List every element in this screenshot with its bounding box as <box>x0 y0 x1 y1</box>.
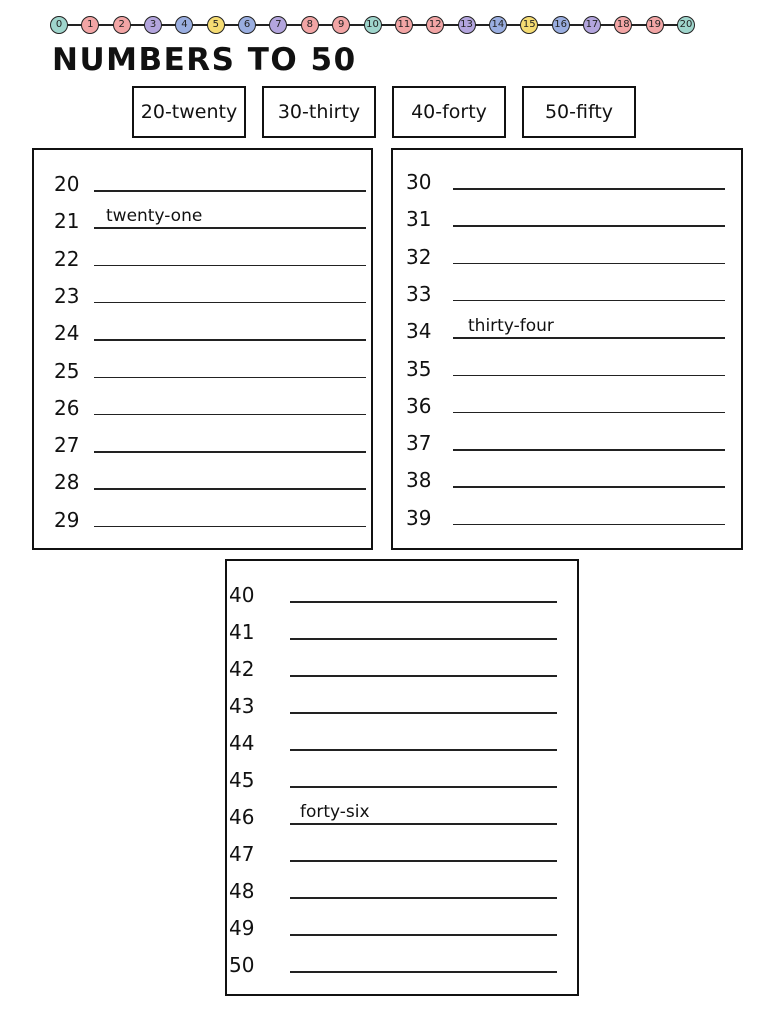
row-number: 27 <box>54 433 80 458</box>
written-answer: thirty-four <box>468 316 554 337</box>
row-number: 48 <box>229 879 255 903</box>
written-answer: twenty-one <box>106 206 203 227</box>
answer-line[interactable] <box>94 265 366 267</box>
row-number: 35 <box>406 356 432 381</box>
answer-line[interactable] <box>453 300 725 302</box>
answer-line[interactable] <box>290 638 557 640</box>
row-number: 25 <box>54 358 80 383</box>
row-number: 46 <box>229 805 255 829</box>
row-number: 23 <box>54 283 80 308</box>
reference-box-twenty: 20-twenty <box>132 86 246 138</box>
row-number: 24 <box>54 321 80 346</box>
answer-line[interactable] <box>94 451 366 453</box>
answer-line[interactable] <box>94 190 366 192</box>
row-number: 45 <box>229 768 255 792</box>
row-number: 47 <box>229 842 255 866</box>
answer-line[interactable] <box>94 414 366 416</box>
answer-line[interactable] <box>290 823 557 825</box>
answer-line[interactable] <box>94 488 366 490</box>
reference-box-thirty: 30-thirty <box>262 86 376 138</box>
number-bead: 17 <box>583 16 601 34</box>
number-bead: 3 <box>144 16 162 34</box>
row-number: 28 <box>54 470 80 495</box>
number-bead: 2 <box>113 16 131 34</box>
answer-line[interactable] <box>290 675 557 677</box>
number-bead: 9 <box>332 16 350 34</box>
reference-box-forty: 40-forty <box>392 86 506 138</box>
answer-line[interactable] <box>290 749 557 751</box>
row-number: 50 <box>229 953 255 977</box>
number-bead: 19 <box>646 16 664 34</box>
row-number: 38 <box>406 468 432 493</box>
number-line <box>50 13 695 37</box>
answer-line[interactable] <box>453 449 725 451</box>
row-number: 34 <box>406 319 432 344</box>
number-bead: 4 <box>175 16 193 34</box>
answer-line[interactable] <box>290 897 557 899</box>
number-bead: 10 <box>364 16 382 34</box>
answer-line[interactable] <box>453 412 725 414</box>
row-number: 33 <box>406 281 432 306</box>
row-number: 32 <box>406 244 432 269</box>
number-bead: 8 <box>301 16 319 34</box>
number-bead: 12 <box>426 16 444 34</box>
row-number: 40 <box>229 583 255 607</box>
number-bead: 1 <box>81 16 99 34</box>
panel-thirties <box>391 148 743 550</box>
row-number: 41 <box>229 620 255 644</box>
answer-line[interactable] <box>453 524 725 526</box>
row-number: 26 <box>54 395 80 420</box>
row-number: 43 <box>229 694 255 718</box>
answer-line[interactable] <box>453 375 725 377</box>
page-title: NUMBERS TO 50 <box>52 42 357 78</box>
row-number: 39 <box>406 505 432 530</box>
row-number: 22 <box>54 246 80 271</box>
panel-twenties <box>32 148 373 550</box>
answer-line[interactable] <box>94 377 366 379</box>
answer-line[interactable] <box>453 263 725 265</box>
answer-line[interactable] <box>453 486 725 488</box>
row-number: 20 <box>54 172 80 196</box>
number-bead: 13 <box>458 16 476 34</box>
row-number: 31 <box>406 207 432 232</box>
answer-line[interactable] <box>290 934 557 936</box>
number-bead: 16 <box>552 16 570 34</box>
answer-line[interactable] <box>94 526 366 528</box>
row-number: 36 <box>406 393 432 418</box>
answer-line[interactable] <box>94 227 366 229</box>
number-bead: 14 <box>489 16 507 34</box>
row-number: 42 <box>229 657 255 681</box>
row-number: 37 <box>406 431 432 456</box>
answer-line[interactable] <box>453 337 725 339</box>
answer-line[interactable] <box>290 971 557 973</box>
row-number: 44 <box>229 731 255 755</box>
row-number: 30 <box>406 170 432 194</box>
answer-line[interactable] <box>453 188 725 190</box>
number-bead: 11 <box>395 16 413 34</box>
panel-forties <box>225 559 579 996</box>
row-number: 29 <box>54 507 80 532</box>
number-bead: 6 <box>238 16 256 34</box>
answer-line[interactable] <box>290 786 557 788</box>
number-bead: 15 <box>520 16 538 34</box>
number-bead: 0 <box>50 16 68 34</box>
answer-line[interactable] <box>290 712 557 714</box>
answer-line[interactable] <box>453 225 725 227</box>
row-number: 21 <box>54 209 80 234</box>
answer-line[interactable] <box>94 339 366 341</box>
answer-line[interactable] <box>290 860 557 862</box>
row-number: 49 <box>229 916 255 940</box>
written-answer: forty-six <box>300 802 370 822</box>
number-bead: 7 <box>269 16 287 34</box>
answer-line[interactable] <box>290 601 557 603</box>
number-bead: 20 <box>677 16 695 34</box>
number-bead: 18 <box>614 16 632 34</box>
answer-line[interactable] <box>94 302 366 304</box>
reference-box-fifty: 50-fifty <box>522 86 636 138</box>
number-bead: 5 <box>207 16 225 34</box>
